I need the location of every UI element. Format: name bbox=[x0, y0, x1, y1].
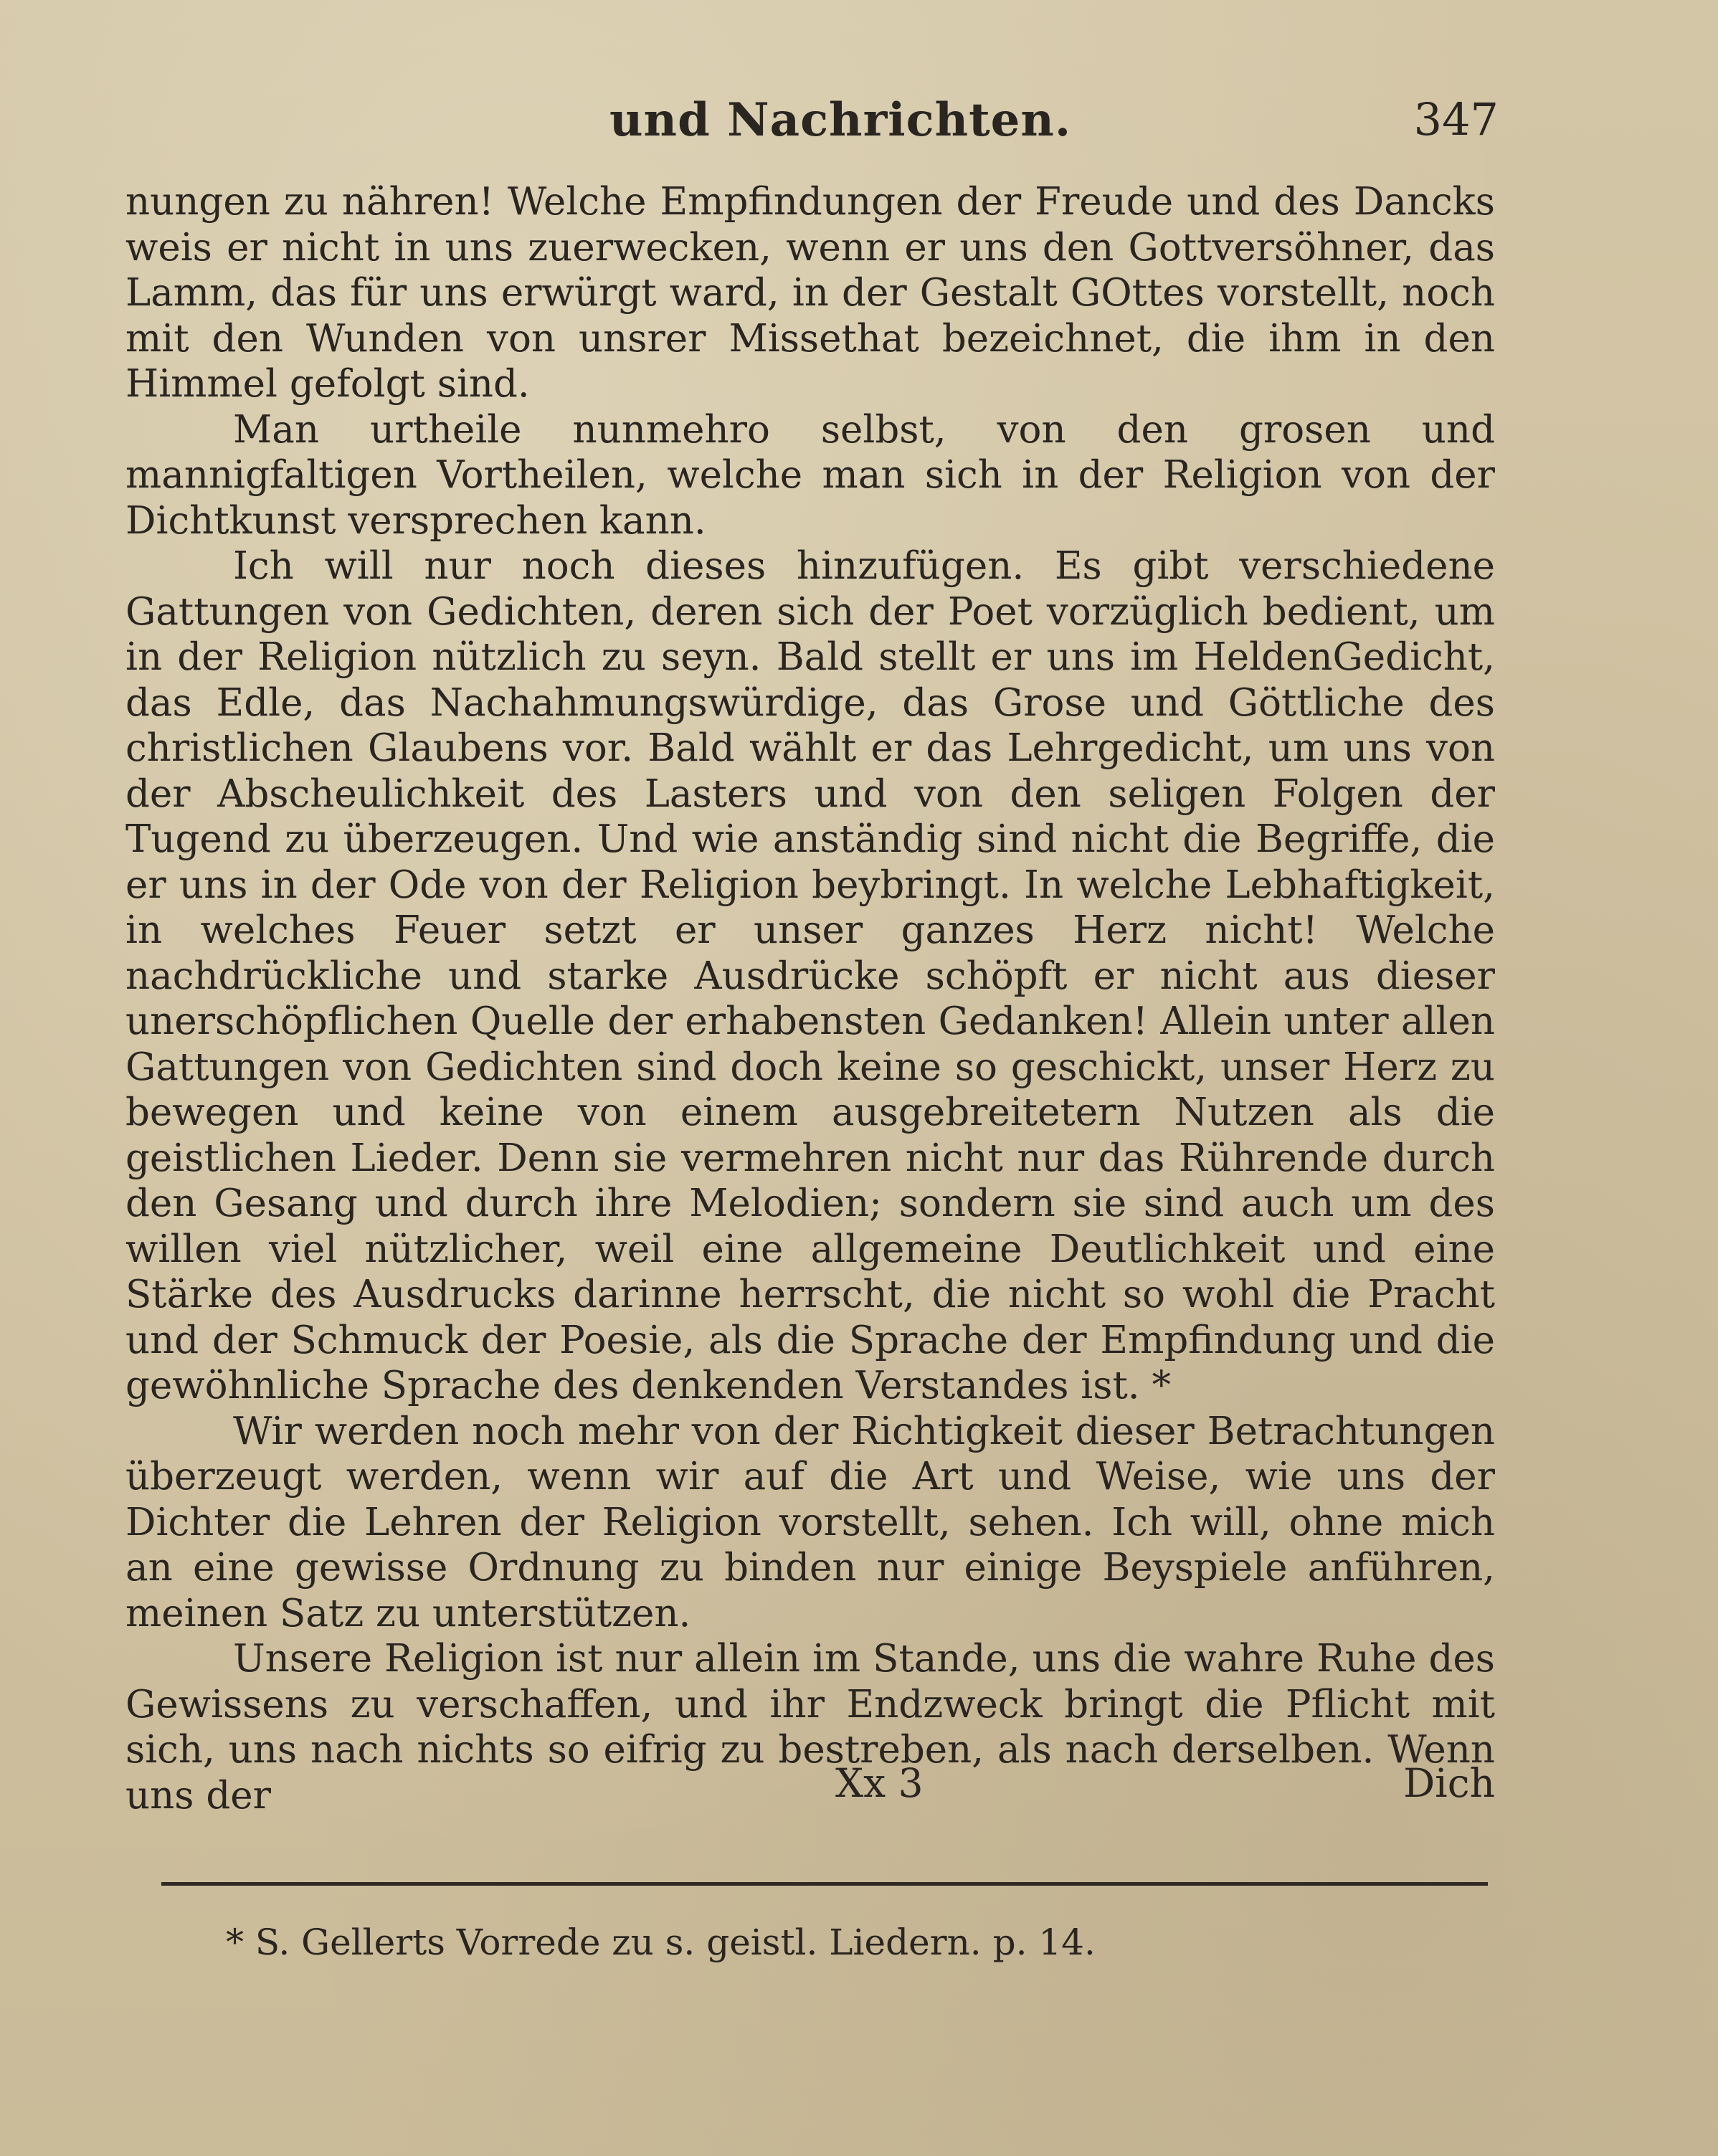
page-header bbox=[136, 93, 1499, 158]
page-number: 347 bbox=[1413, 93, 1499, 146]
footnote: * S. Gellerts Vorrede zu s. geistl. Liedern. p. 14. bbox=[226, 1922, 1096, 1963]
paragraph: Man urtheile nunmehro selbst, von den grosen und mannigfaltigen Vortheilen, welche man sich in der Religion von der Dichtkunst versprechen kann. bbox=[125, 407, 1495, 543]
catchword: Dich bbox=[1403, 1760, 1495, 1806]
footnote-rule bbox=[161, 1882, 1488, 1886]
catchline bbox=[125, 1760, 1495, 1810]
paragraph: Unsere Religion ist nur allein im Stande, uns die wahre Ruhe des Gewissens zu verschaffen, und ihr Endzweck bringt die Pflicht mit sich, uns nach nichts so eifrig zu bestreben, als nach derselben. Wenn uns der bbox=[125, 1637, 1495, 1818]
paragraph: Ich will nur noch dieses hinzufügen. Es gibt verschiedene Gattungen von Gedichten, deren sich der Poet vorzüglich bedient, um in der Religion nützlich zu seyn. Bald stellt er uns im HeldenGedicht, das Edle, das Nachahmungswürdige, das Grose und Göttliche des christlichen Glaubens vor. Bald wählt er das Lehrgedicht, um uns von der Abscheulichkeit des Lasters und von den seligen Folgen der Tugend zu überzeugen. Und wie anständig sind nicht die Begriffe, die er uns in der Ode von der Religion beybringt. In welche Lebhaftigkeit, in welches Feuer setzt er unser ganzes Herz nicht! Welche nachdrückliche und starke Ausdrücke schöpft er nicht aus dieser unerschöpflichen Quelle der erhabensten Gedanken! Allein unter allen Gattungen von Gedichten sind doch keine so geschickt, unser Herz zu bewegen und keine von einem ausgebreitetern Nutzen als die geistlichen Lieder. Denn sie vermehren nicht nur das Rührende durch den Gesang und durch ihre Melodien; sondern sie sind auch um des willen viel nützlicher, weil eine allgemeine Deutlichkeit und eine Stärke des Ausdrucks darinne herrscht, die nicht so wohl die Pracht und der Schmuck der Poesie, als die Sprache der Empfindung und die gewöhnliche Sprache des denkenden Verstandes ist. * bbox=[125, 544, 1495, 1407]
body-text bbox=[125, 179, 1495, 1818]
paragraph: Wir werden noch mehr von der Richtigkeit dieser Betrachtungen überzeugt werden, wenn wir auf die Art und Weise, wie uns der Dichter die Lehren der Religion vorstellt, sehen. Ich will, ohne mich an eine gewisse Ordnung zu binden nur einige Beyspiele anführen, meinen Satz zu unterstützen. bbox=[125, 1409, 1495, 1635]
signature-mark: Xx 3 bbox=[835, 1760, 924, 1806]
paragraph-continued: nungen zu nähren! Welche Empfindungen der Freude und des Dancks weis er nicht in uns zuerwecken, wenn er uns den Gottversöhner, das Lamm, das für uns erwürgt ward, in der Gestalt GOttes vorstellt, noch mit den Wunden von unsrer Missethat bezeichnet, die ihm in den Himmel gefolgt sind. bbox=[125, 180, 1495, 406]
running-head: und Nachrichten. bbox=[609, 93, 1072, 147]
